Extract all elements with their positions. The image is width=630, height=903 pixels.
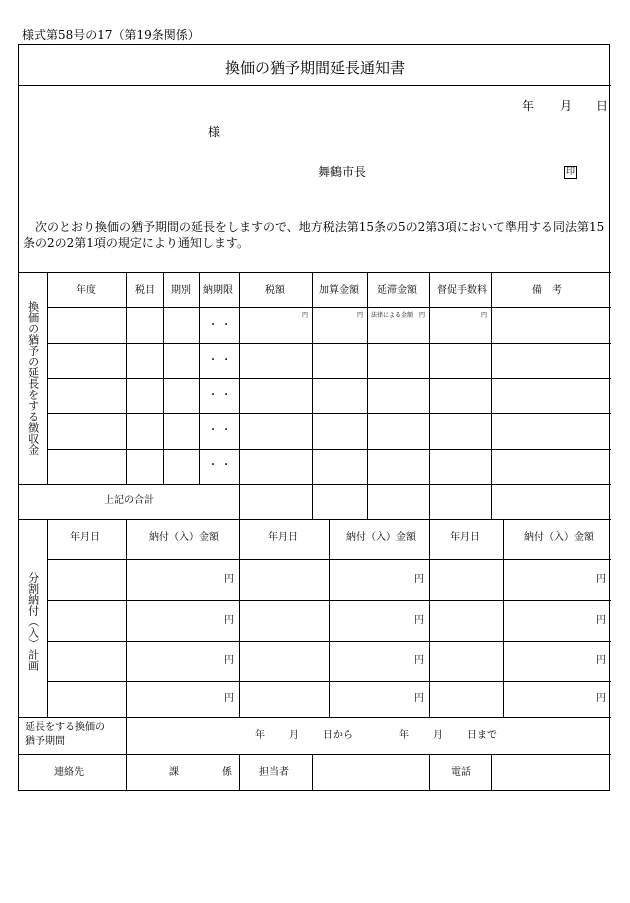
period-from-month: 月 [289, 730, 299, 741]
installment-date-header: 年月日 [268, 532, 298, 543]
notice-body-text: 次のとおり換価の猶予期間の延長をしますので、地方税法第15条の5の2第3項において準用する同法第15条の2の2第1項の規定により通知します。 [23, 220, 605, 250]
installment-date-header: 年月日 [450, 532, 480, 543]
unit-yen: 円 [596, 615, 606, 626]
date-year: 年 [522, 99, 535, 113]
period-to-year: 年 [399, 730, 409, 741]
rule [47, 378, 611, 379]
rule [19, 484, 611, 485]
unit-yen: 円 [224, 615, 234, 626]
rule [126, 754, 127, 791]
installment-amount-header: 納付（入）金額 [149, 532, 219, 543]
header-zeigaku: 税額 [265, 285, 285, 296]
total-label: 上記の合計 [104, 495, 154, 506]
period-from-day: 日から [323, 730, 353, 741]
due-date-dots: ・ ・ [208, 355, 232, 366]
extension-side-label: 換価の猶予の延長をする徴収金 [26, 301, 40, 455]
rule [47, 413, 611, 414]
rule [47, 307, 611, 308]
unit-yen: 円 [224, 655, 234, 666]
unit-yen: 円 [302, 312, 309, 319]
header-entai: 延滞金額 [377, 285, 417, 296]
header-nendo: 年度 [76, 285, 96, 296]
header-zeimoku: 税目 [135, 285, 155, 296]
installment-amount-header: 納付（入）金額 [346, 532, 416, 543]
header-tokusoku: 督促手数料 [437, 285, 487, 296]
unit-yen: 円 [481, 312, 488, 319]
rule [126, 519, 127, 717]
addressee-field[interactable] [49, 121, 199, 143]
installment-side-label: 分割納付（入）計画 [26, 572, 40, 671]
due-date-dots: ・ ・ [208, 320, 232, 331]
period-to-day: 日まで [467, 730, 497, 741]
unit-yen: 円 [224, 693, 234, 704]
rule [163, 272, 164, 484]
header-kasan: 加算金額 [319, 285, 359, 296]
contact-label: 連絡先 [54, 767, 84, 778]
rule [491, 754, 492, 791]
contact-tantou: 担当者 [259, 767, 289, 778]
header-kibetsu: 期別 [171, 285, 191, 296]
rule [329, 519, 330, 717]
period-label-line1: 延長をする換価の [25, 722, 105, 733]
seal-stamp: 印 [565, 167, 575, 177]
rule [429, 754, 430, 791]
form-id: 様式第58号の17（第19条関係） [22, 28, 200, 42]
rule [429, 272, 430, 519]
rule [367, 272, 368, 519]
rule [19, 717, 611, 718]
rule [126, 717, 127, 754]
rule [19, 754, 611, 755]
rule [47, 272, 48, 484]
rule [126, 272, 127, 484]
due-date-dots: ・ ・ [208, 460, 232, 471]
rule [312, 272, 313, 519]
header-biko: 備 考 [532, 285, 562, 296]
unit-yen: 円 [414, 655, 424, 666]
period-from-year: 年 [255, 730, 265, 741]
unit-yen: 円 [414, 615, 424, 626]
contact-phone: 電話 [451, 767, 471, 778]
rule [19, 272, 611, 273]
unit-yen: 円 [596, 693, 606, 704]
due-date-dots: ・ ・ [208, 390, 232, 401]
rule [47, 519, 48, 717]
installment-date-header: 年月日 [70, 532, 100, 543]
unit-yen: 円 [596, 655, 606, 666]
rule [47, 343, 611, 344]
rule [503, 519, 504, 717]
period-to-month: 月 [433, 730, 443, 741]
period-label-line2: 猶予期間 [25, 736, 65, 747]
rule [312, 754, 313, 791]
rule [19, 519, 611, 520]
header-noukigen: 納期限 [203, 285, 233, 296]
rule [239, 519, 240, 717]
date-month: 月 [560, 99, 573, 113]
rule [239, 272, 240, 519]
contact-kakari: 係 [222, 767, 232, 778]
installment-amount-header: 納付（入）金額 [524, 532, 594, 543]
rule [19, 85, 611, 86]
document-title: 換価の猶予期間延長通知書 [224, 59, 405, 77]
issue-date-field[interactable] [489, 95, 609, 117]
addressee-suffix: 様 [208, 125, 221, 139]
entai-note: 法律による金額 円 [371, 312, 426, 319]
due-date-dots: ・ ・ [208, 425, 232, 436]
notice-form [18, 44, 610, 791]
issuer-mayor: 舞鶴市長 [318, 165, 367, 179]
unit-yen: 円 [224, 574, 234, 585]
unit-yen: 円 [596, 574, 606, 585]
unit-yen: 円 [414, 693, 424, 704]
unit-yen: 円 [414, 574, 424, 585]
date-day: 日 [596, 99, 609, 113]
contact-ka: 課 [169, 767, 179, 778]
rule [47, 449, 611, 450]
rule [429, 519, 430, 717]
rule [491, 272, 492, 519]
rule [199, 272, 200, 484]
unit-yen: 円 [357, 312, 364, 319]
rule [239, 754, 240, 791]
